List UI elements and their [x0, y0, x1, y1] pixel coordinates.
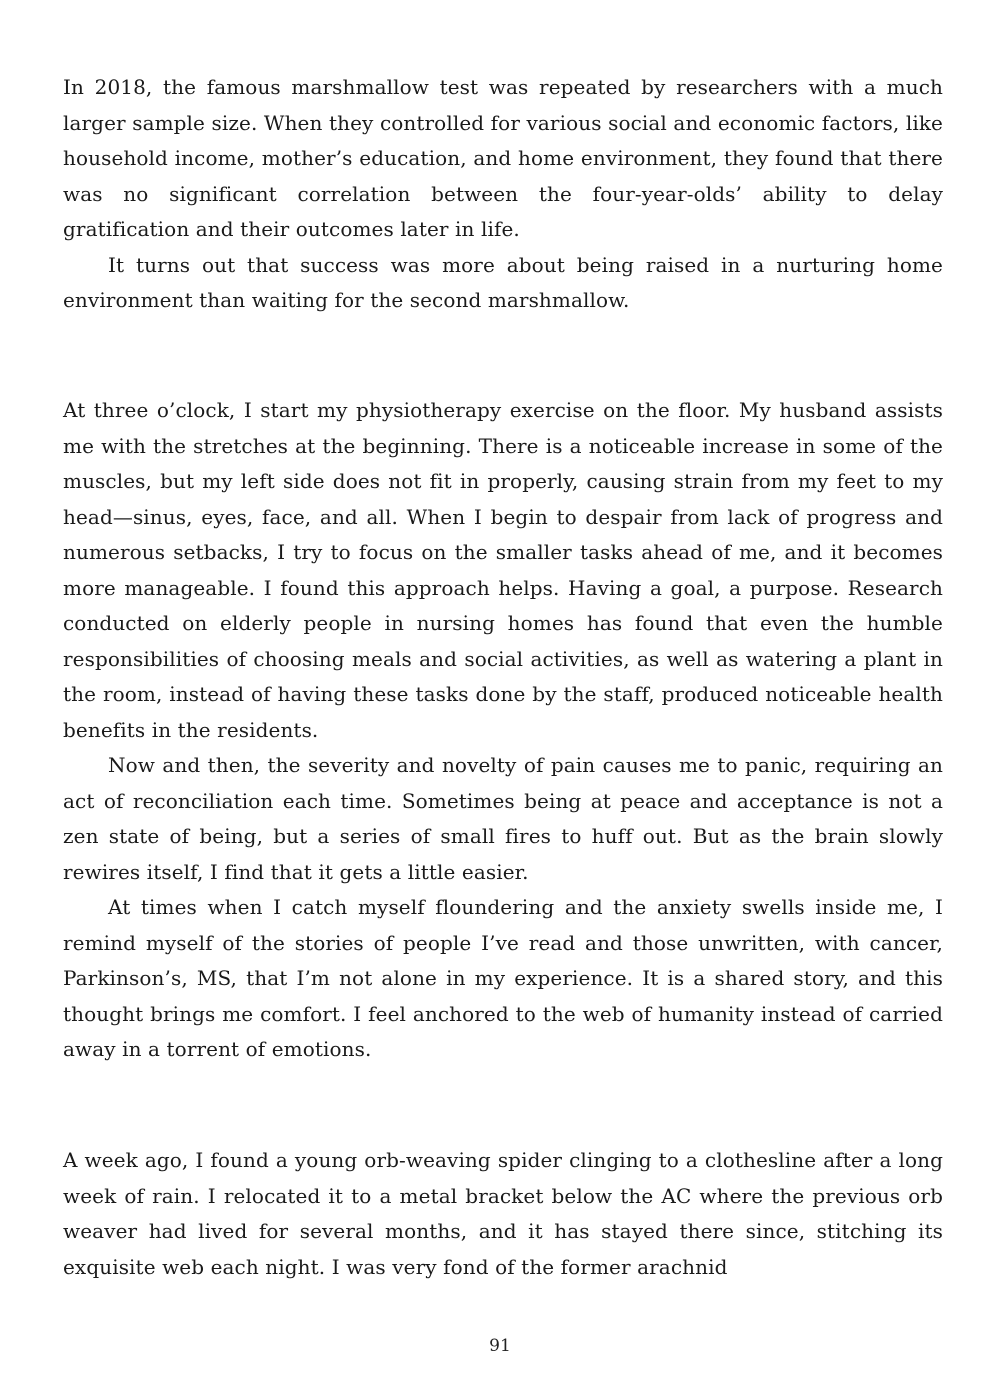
paragraph: It turns out that success was more about being raised in a nurturing home environment than waiting for the second marshmallow. [63, 252, 943, 312]
section-marshmallow-test [63, 70, 943, 319]
section-physiotherapy [63, 393, 943, 1068]
paragraph: Now and then, the severity and novelty of pain causes me to panic, requiring an act of reconciliation each time. Sometimes being at peace and acceptance is not a zen state of being, but a series of small fires to huff out. But as the brain slowly rewires itself, I find that it gets a little easier. [63, 753, 943, 884]
paragraph: A week ago, I found a young orb-weaving spider clinging to a clothesline after a long week of rain. I relocated it to a metal bracket below the AC where the previous orb weaver had lived for several months, and it has stayed there since, stitching its exquisite web each night. I was very fond of the former arachnid [63, 1148, 943, 1279]
page-number: 91 [489, 1336, 511, 1356]
paragraph: At times when I catch myself floundering and the anxiety swells inside me, I remind myself of the stories of people I’ve read and those unwritten, with cancer, Parkinson’s, MS, that I’m not alone in my experience. It is a shared story, and this thought brings me comfort. I feel anchored to the web of humanity instead of carried away in a torrent of emotions. [63, 895, 943, 1061]
section-spider [63, 1143, 943, 1285]
paragraph: In 2018, the famous marshmallow test was repeated by researchers with a much larger sample size. When they controlled for various social and economic factors, like household income, mother’s education, and home environment, they found that there was no significant correlation between the four-year-olds’ ability to delay gratification and their outcomes later in life. [63, 75, 943, 241]
paragraph: At three o’clock, I start my physiotherapy exercise on the floor. My husband assists me with the stretches at the beginning. There is a noticeable increase in some of the muscles, but my left side does not fit in properly, causing strain from my feet to my head—sinus, eyes, face, and all. When I begin to despair from lack of progress and numerous setbacks, I try to focus on the smaller tasks ahead of me, and it becomes more manageable. I found this approach helps. Having a goal, a purpose. Research conducted on elderly people in nursing homes has found that even the humble responsibilities of choosing meals and social activities, as well as watering a plant in the room, instead of having these tasks done by the staff, produced noticeable health benefits in the residents. [63, 398, 943, 742]
